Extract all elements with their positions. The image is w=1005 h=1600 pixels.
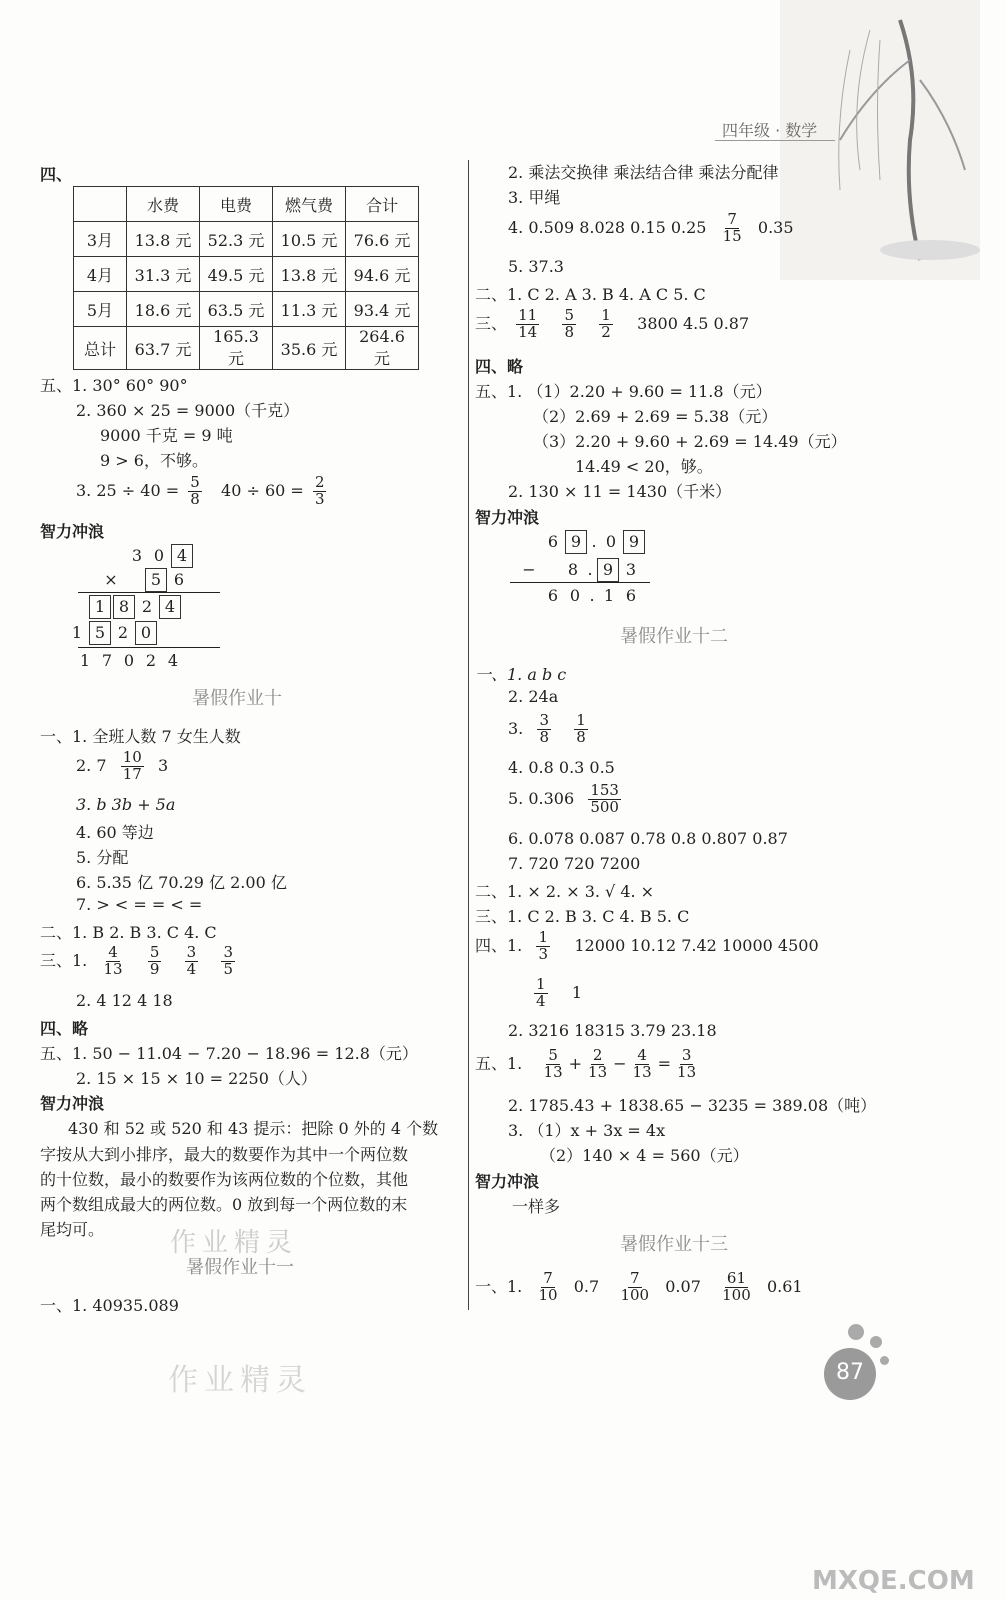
table-cell: 49.5 元 [200,257,273,292]
fraction: $\frac{61}{100}$ [722,1269,751,1304]
answer-line: 2. 3216 18315 3.79 23.18 [508,1021,717,1040]
fraction: $\frac{2}{3}$ [314,473,325,508]
answer-line: 一样多 [512,1197,561,1216]
section-title: 暑假作业十二 [620,626,728,647]
table-cell: 13.8 元 [273,257,346,292]
watermark: 作业精灵 [170,1228,299,1258]
fraction: $\frac{153}{500}$ [590,781,619,816]
table-cell: 5月 [74,292,127,327]
table-cell: 电费 [200,187,273,222]
section-4-label: 四、 [40,165,73,184]
answer-line: 四、1. $\frac{1}{3}$ 12000 10.12 7.42 10000 4500 [475,928,819,963]
answer-line: 三、1. C 2. B 3. C 4. B 5. C [475,907,690,926]
section-title: 暑假作业十三 [620,1234,728,1255]
answer-line: 6. 0.078 0.087 0.78 0.8 0.807 0.87 [508,829,788,848]
fraction: $\frac{7}{15}$ [722,210,742,245]
text: 3. 25 ÷ 40 = [76,480,180,500]
answer-line: 2. 1785.43 + 1838.65 − 3235 = 389.08（吨） [508,1096,877,1115]
table-row [74,257,419,292]
answer-line: 三、1. $\frac{4}{13}$ $\frac{5}{9}$ $\frac{3}{4}$ $\frac{3}{5}$ [40,943,233,978]
answer-line: 2. 360 × 25 = 9000（千克） [76,401,300,420]
table-row [74,292,419,327]
answer-line [76,475,330,508]
answer-line: 3. b 3b + 5a [76,795,176,814]
answer-line: 3. （1）x + 3x = 4x [508,1121,666,1140]
table-cell: 93.4 元 [346,292,419,327]
answer-line: 2. 15 × 15 × 10 = 2250（人） [76,1069,317,1088]
fraction: $\frac{5}{9}$ [149,943,160,978]
table-cell: 合计 [346,187,419,222]
table-cell: 4月 [74,257,127,292]
mult-row: 1 8 2 4 [88,595,182,619]
fraction: $\frac{1}{4}$ [536,975,546,1010]
table-cell: 燃气费 [273,187,346,222]
para-line: 两个数组成最大的两位数。0 放到每一个两位数的末 [40,1195,408,1214]
answer-line: 三、 $\frac{11}{14}$ $\frac{5}{8}$ $\frac{1}{2}$ 3800 4.5 0.87 [475,306,750,341]
fraction: $\frac{3}{4}$ [186,943,197,978]
answer-line: 3. 甲绳 [508,188,561,207]
sub-row: − 8 . 9 3 [518,558,642,582]
para-line: 430 和 52 或 520 和 43 提示：把除 0 外的 4 个数 [68,1119,439,1138]
fraction: $\frac{7}{10}$ [538,1269,558,1304]
table-cell: 165.3 元 [200,327,273,370]
answer-line: 3. $\frac{3}{8}$ $\frac{1}{8}$ [508,711,586,746]
mult-row: 1 5 2 0 [66,621,158,645]
answer-line: 二、1. C 2. A 3. B 4. A C 5. C [475,285,706,304]
table-cell: 31.3 元 [127,257,200,292]
fraction: $\frac{10}{17}$ [122,748,142,783]
table-cell: 总计 [74,327,127,370]
answer-line: 四、略 [40,1019,89,1038]
fraction: $\frac{5}{8}$ [564,306,575,341]
sub-row: 6 9 . 0 9 [542,530,646,554]
answer-line: 五、1. （1）2.20 + 9.60 = 11.8（元） [475,382,772,401]
fraction: $\frac{11}{14}$ [518,306,538,341]
answer-line: 4. 0.8 0.3 0.5 [508,758,615,777]
table-header-row [74,187,419,222]
fraction: $\frac{7}{100}$ [620,1269,650,1304]
table-cell: 3月 [74,222,127,257]
table-row [74,222,419,257]
answer-line: 一、1. 40935.089 [40,1296,179,1315]
mult-row: 1 7 0 2 4 [79,651,179,670]
table-row [74,327,419,370]
table-cell: 11.3 元 [273,292,346,327]
answer-line: 5. 分配 [76,848,129,867]
answer-line: 二、1. B 2. B 3. C 4. C [40,923,217,942]
table-cell: 63.7 元 [127,327,200,370]
answer-line: （2）2.69 + 2.69 = 5.38（元） [533,407,778,426]
fraction: $\frac{1}{2}$ [601,306,611,341]
answer-line: 5. 0.306 $\frac{153}{500}$ [508,781,619,816]
decor-dot [848,1324,864,1340]
table-cell: 10.5 元 [273,222,346,257]
answer-line: 五、1. $\frac{5}{13}$ + $\frac{2}{13}$ − $\frac{4}{13}$ = $\frac{3}{13}$ [475,1046,697,1081]
table-cell: 35.6 元 [273,327,346,370]
table-cell: 76.6 元 [346,222,419,257]
answer-line: 14.49 < 20，够。 [575,457,713,476]
answer-line: $\frac{1}{4}$ 1 [536,975,583,1010]
section-heading: 智力冲浪 [40,1094,105,1113]
answer-line: 2. 24a [508,687,559,706]
answer-line: （3）2.20 + 9.60 + 2.69 = 14.49（元） [533,432,847,451]
table-cell: 94.6 元 [346,257,419,292]
table-cell: 63.5 元 [200,292,273,327]
mult-row: × 5 6 [100,568,190,592]
table-cell: 264.6 元 [346,327,419,370]
fraction: $\frac{4}{13}$ [632,1046,652,1081]
answer-line: 4. 60 等边 [76,823,154,842]
section-heading: 智力冲浪 [475,508,540,527]
answer-line: （2）140 × 4 = 560（元） [540,1146,749,1165]
table-cell: 13.8 元 [127,222,200,257]
decor-dot [880,1356,889,1365]
text: 40 ÷ 60 = [221,480,304,500]
answer-line: 2. 乘法交换律 乘法结合律 乘法分配律 [508,163,779,182]
table-cell [74,187,127,222]
para-line: 尾均可。 [40,1220,105,1239]
para-line: 字按从大到小排序，最大的数要作为其中一个两位数 [40,1145,409,1164]
answer-line: 一、1. 全班人数 7 女生人数 [40,727,241,746]
answer-line: 五、1. 50 − 11.04 − 7.20 − 18.96 = 12.8（元） [40,1044,418,1063]
table-cell: 52.3 元 [200,222,273,257]
fraction: $\frac{1}{3}$ [538,928,548,963]
answer-line: 4. 0.509 8.028 0.15 0.25 $\frac{7}{15}$ 0.35 [508,210,794,245]
fraction: $\frac{3}{8}$ [539,711,549,746]
answer-line: 5. 37.3 [508,257,564,276]
fraction: $\frac{5}{13}$ [543,1046,563,1081]
answer-line: 2. 7 $\frac{10}{17}$ 3 [76,748,169,783]
fraction: $\frac{5}{8}$ [190,473,200,508]
answer-line: 9000 千克 = 9 吨 [100,426,233,445]
fraction: $\frac{3}{13}$ [677,1046,697,1081]
answer-line: 二、1. × 2. × 3. √ 4. × [475,882,655,901]
watermark: 作业精灵 [168,1363,312,1398]
answer-line: 一、1. a b c [475,665,567,684]
fraction: $\frac{3}{5}$ [223,943,233,978]
cost-table [73,186,419,370]
answer-line: 2. 130 × 11 = 1430（千米） [508,482,732,501]
answer-line: 2. 4 12 4 18 [76,991,173,1010]
answer-line: 一、1. $\frac{7}{10}$ 0.7 $\frac{7}{100}$ 0.07 $\frac{61}{100}$ 0.61 [475,1269,803,1304]
answer-line: 6. 5.35 亿 70.29 亿 2.00 亿 [76,873,287,892]
watermark-site: MXQE.COM [812,1566,975,1596]
page-number: 87 [836,1360,864,1385]
answer-line: 7. 720 720 7200 [508,854,641,873]
section-heading: 智力冲浪 [475,1172,540,1191]
answer-line: 四、略 [475,357,524,376]
column-divider [468,160,469,1310]
section-heading: 智力冲浪 [40,522,105,541]
answer-line: 7. > < = = < = [76,895,203,914]
table-cell: 水费 [127,187,200,222]
grade-label: 四年级 · 数学 [722,121,818,140]
answer-line: 五、1. 30° 60° 90° [40,376,188,395]
para-line: 的十位数，最小的数要作为该两位数的个位数，其他 [40,1170,409,1189]
section-title: 暑假作业十 [192,688,282,709]
answer-line: 9 > 6，不够。 [100,451,208,470]
table-cell: 18.6 元 [127,292,200,327]
decor-dot [870,1336,882,1348]
sub-row: 6 0 . 1 6 [547,586,637,605]
fraction: $\frac{4}{13}$ [103,943,123,978]
fraction: $\frac{1}{8}$ [576,711,586,746]
mult-row: 3 0 4 [126,544,194,568]
fraction: $\frac{2}{13}$ [588,1046,608,1081]
section-title: 暑假作业十一 [186,1257,294,1278]
